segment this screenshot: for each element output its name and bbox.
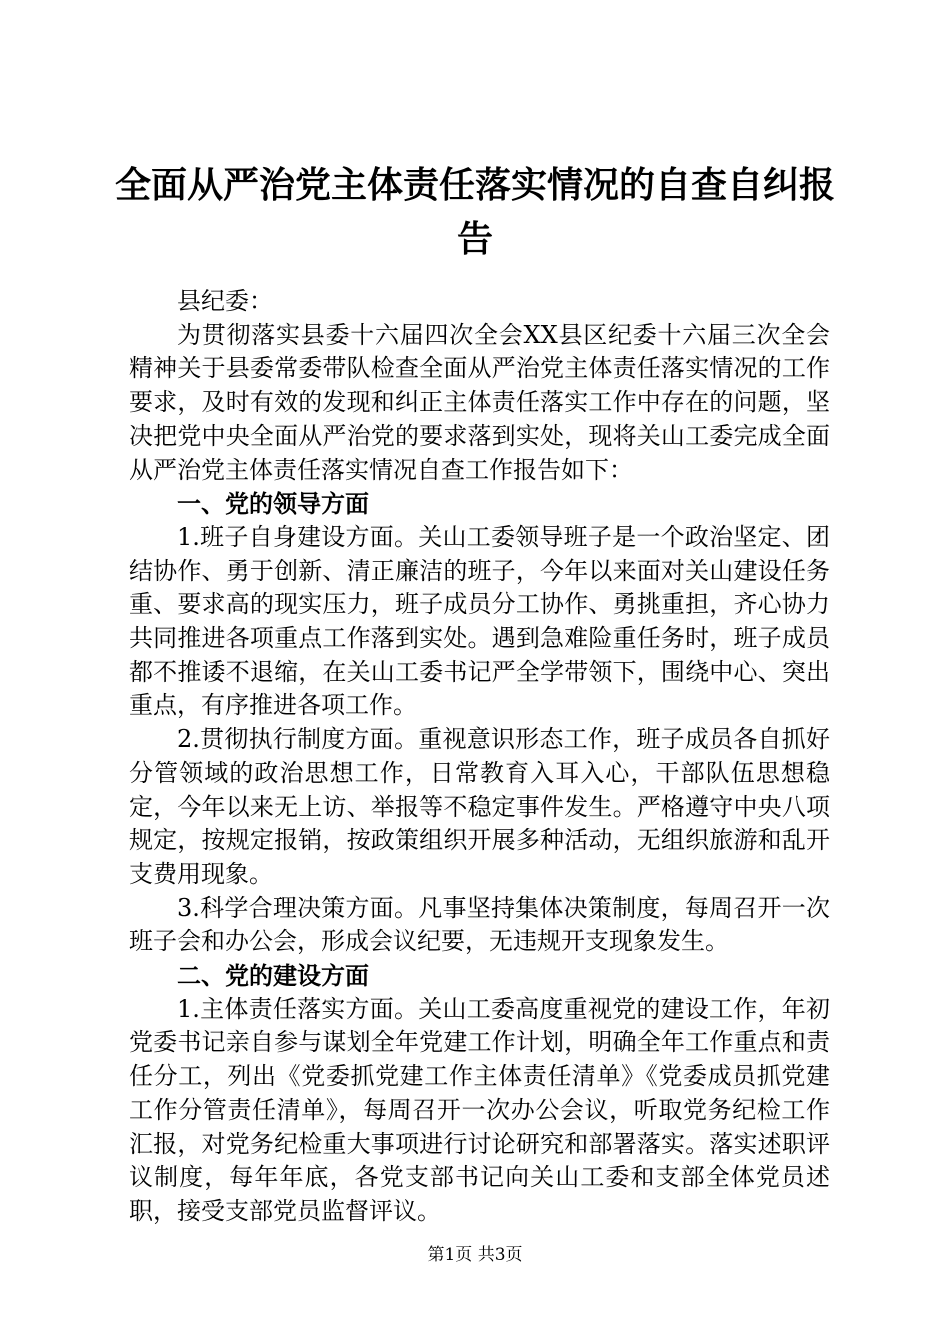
section-heading-party-building: 二、党的建设方面	[177, 961, 369, 991]
paragraph-system-implementation: 2.贯彻执行制度方面。重视意识形态工作，班子成员各自抓好分管领域的政治思想工作，日常教育入耳入心，干部队伍思想稳定，今年以来无上访、举报等不稳定事件发生。严格遵守中央八项规定，按规定报销，按政策组织开展多种活动，无组织旅游和乱开支费用现象。	[129, 725, 830, 888]
paragraph-responsibility: 1.主体责任落实方面。关山工委高度重视党的建设工作，年初党委书记亲自参与谋划全年党建工作计划，明确全年工作重点和责任分工，列出《党委抓党建工作主体责任清单》《党委成员抓党建工作分管责任清单》，每周召开一次办公会议，听取党务纪检工作汇报，对党务纪检重大事项进行讨论研究和部署落实。落实述职评议制度，每年年底，各党支部书记向关山工委和支部全体党员述职，接受支部党员监督评议。	[129, 994, 830, 1225]
intro-paragraph: 为贯彻落实县委十六届四次全会XX县区纪委十六届三次全会精神关于县委常委带队检查全面从严治党主体责任落实情况的工作要求，及时有效的发现和纠正主体责任落实工作中存在的问题，坚决把党中央全面从严治党的要求落到实处，现将关山工委完成全面从严治党主体责任落实情况自查工作报告如下：	[129, 320, 830, 484]
document-body	[129, 285, 830, 1229]
document-title-line-2: 告	[456, 219, 493, 260]
paragraph-decision-making: 3.科学合理决策方面。凡事坚持集体决策制度，每周召开一次班子会和办公会，形成会议纪要，无违规开支现象发生。	[129, 893, 830, 956]
page-number-footer: 第1页 共3页	[427, 1245, 523, 1265]
salutation: 县纪委：	[177, 287, 273, 315]
document-title-line-1: 全面从严治党主体责任落实情况的自查自纠报	[114, 165, 835, 206]
paragraph-team-building: 1.班子自身建设方面。关山工委领导班子是一个政治坚定、团结协作、勇于创新、清正廉洁的班子，今年以来面对关山建设任务重、要求高的现实压力，班子成员分工协作、勇挑重担，齐心协力共同推进各项重点工作落到实处。遇到急难险重任务时，班子成员都不推诿不退缩，在关山工委书记严全学带领下，围绕中心、突出重点，有序推进各项工作。	[129, 522, 830, 720]
section-heading-party-leadership: 一、党的领导方面	[177, 489, 369, 519]
